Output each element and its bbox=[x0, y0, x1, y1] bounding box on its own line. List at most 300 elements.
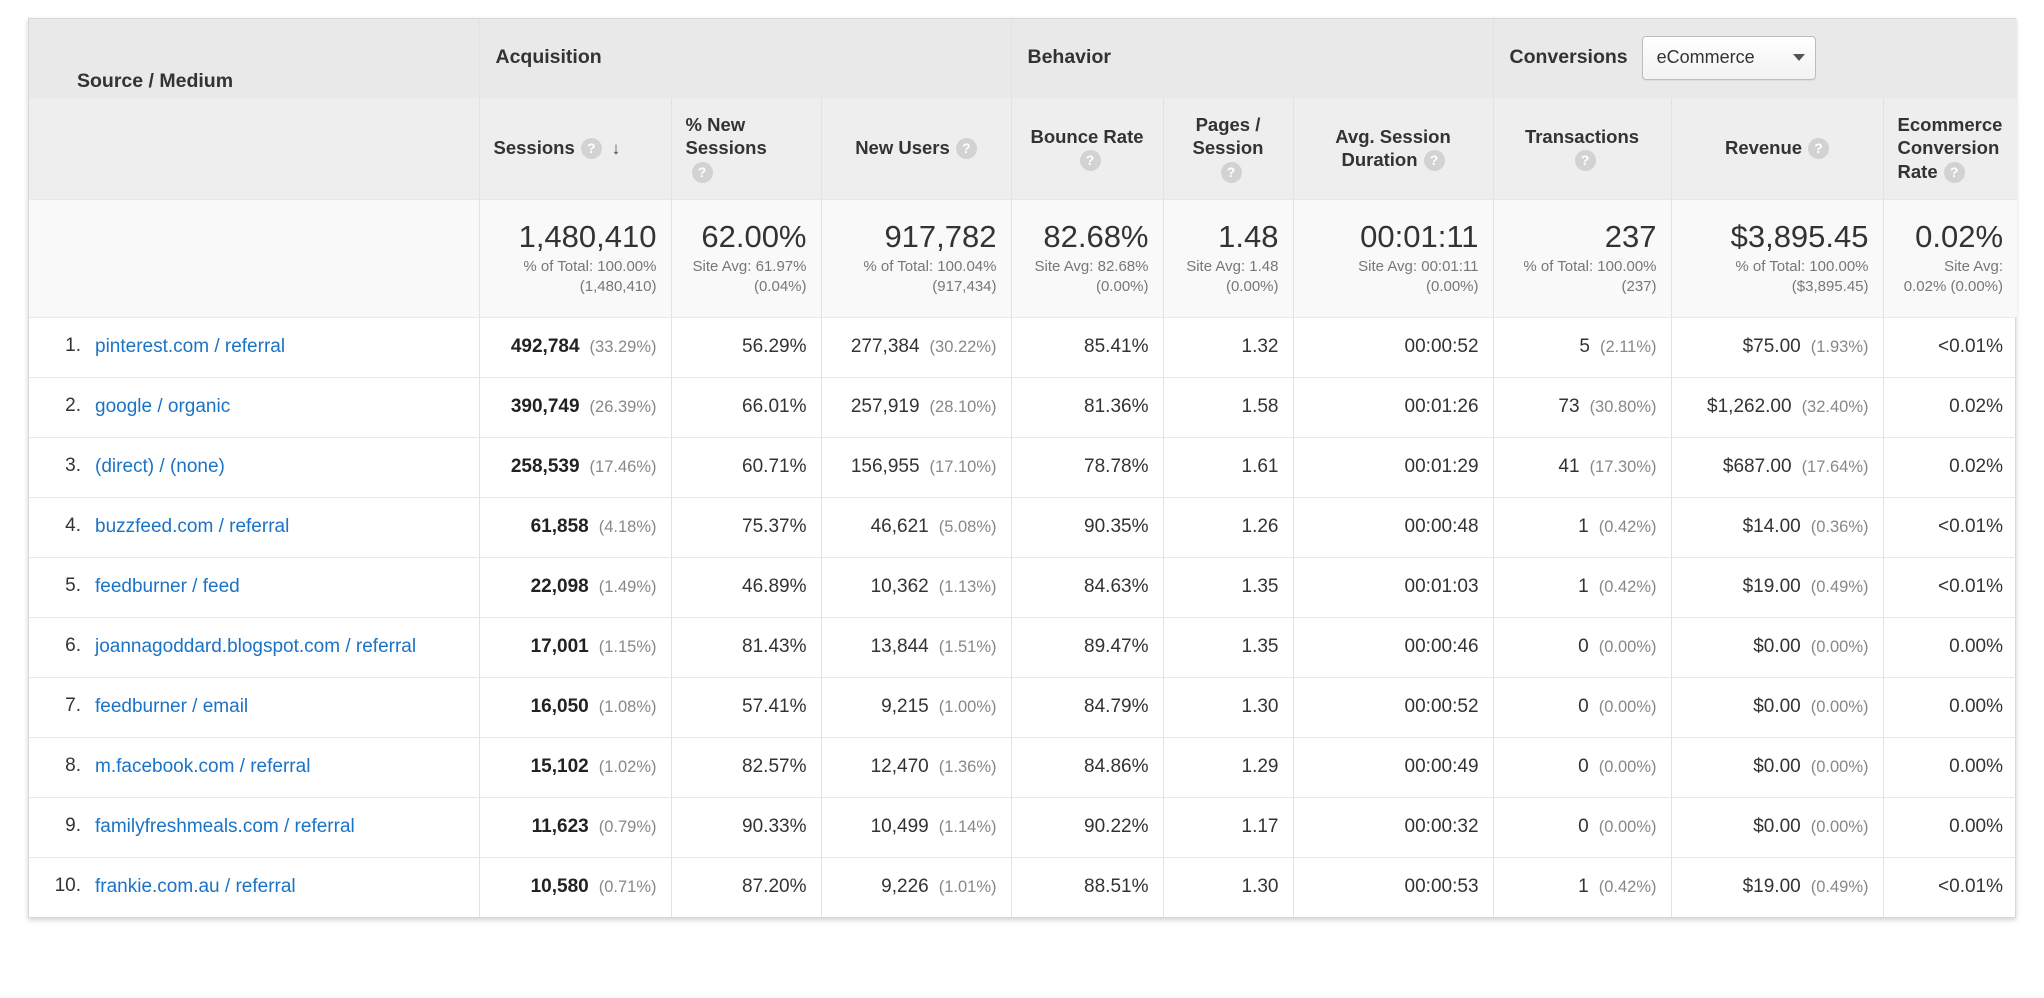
row-rank: 4. bbox=[65, 514, 81, 536]
source-medium-header-label: Source / Medium bbox=[77, 69, 234, 92]
value: $0.00 bbox=[1753, 816, 1801, 837]
value: 1 bbox=[1578, 576, 1589, 597]
value-percent: (0.71%) bbox=[598, 878, 657, 897]
value-percent: (0.42%) bbox=[1598, 518, 1657, 536]
value: 277,384 bbox=[850, 336, 920, 357]
source-medium-link[interactable]: (direct) / (none) bbox=[95, 455, 225, 477]
value: 00:01:29 bbox=[1404, 456, 1479, 477]
value: 41 bbox=[1558, 456, 1580, 477]
value-percent: (33.29%) bbox=[589, 338, 657, 356]
metric-header-sessions[interactable] bbox=[479, 97, 671, 199]
value: 0 bbox=[1578, 756, 1589, 777]
summary-pages-session bbox=[1163, 199, 1293, 317]
summary-sessions bbox=[479, 199, 671, 317]
value: 1.61 bbox=[1241, 456, 1279, 477]
cell-transactions bbox=[1493, 797, 1671, 857]
cell-bounce-rate bbox=[1011, 797, 1163, 857]
table-row-source-cell bbox=[29, 737, 479, 797]
value: 0.00% bbox=[1949, 636, 2004, 657]
cell-pages-session bbox=[1163, 437, 1293, 497]
cell-sessions bbox=[479, 497, 671, 557]
value: $687.00 bbox=[1722, 456, 1792, 477]
value: 84.79% bbox=[1084, 696, 1149, 717]
conversions-select-value: eCommerce bbox=[1656, 47, 1755, 68]
cell-new-users bbox=[821, 617, 1011, 677]
cell-revenue bbox=[1671, 557, 1883, 617]
cell-revenue bbox=[1671, 497, 1883, 557]
cell-ecommerce-conversion-rate bbox=[1883, 797, 2017, 857]
value-percent: (0.79%) bbox=[598, 818, 657, 836]
table-row bbox=[29, 557, 2017, 617]
cell-pages-session bbox=[1163, 677, 1293, 737]
value: 492,784 bbox=[510, 336, 580, 357]
cell-new-users bbox=[821, 557, 1011, 617]
value: 0.02% bbox=[1949, 396, 2004, 417]
cell-new-users bbox=[821, 497, 1011, 557]
metric-label-transactions: Transactions bbox=[1524, 125, 1640, 147]
metric-header-transactions[interactable] bbox=[1493, 97, 1671, 199]
metric-header-avg-session-duration[interactable] bbox=[1293, 97, 1493, 199]
cell-revenue bbox=[1671, 437, 1883, 497]
value: 90.35% bbox=[1084, 516, 1149, 537]
value: 1 bbox=[1578, 876, 1589, 898]
value-percent: (0.00%) bbox=[1598, 758, 1657, 776]
cell-transactions bbox=[1493, 377, 1671, 437]
cell-new-users bbox=[821, 377, 1011, 437]
value-percent: (2.11%) bbox=[1599, 338, 1657, 356]
cell-ecommerce-conversion-rate bbox=[1883, 617, 2017, 677]
cell-bounce-rate bbox=[1011, 677, 1163, 737]
cell-pages-session bbox=[1163, 857, 1293, 917]
cell-revenue bbox=[1671, 317, 1883, 377]
value-percent: (0.00%) bbox=[1810, 818, 1869, 836]
group-behavior-label: Behavior bbox=[1027, 46, 1111, 69]
value-percent: (32.40%) bbox=[1801, 398, 1869, 416]
value: $14.00 bbox=[1742, 516, 1801, 537]
cell-new-users bbox=[821, 317, 1011, 377]
cell-revenue bbox=[1671, 857, 1883, 917]
value-percent: (1.93%) bbox=[1810, 338, 1869, 356]
value: 84.86% bbox=[1084, 756, 1149, 777]
cell-ecommerce-conversion-rate bbox=[1883, 377, 2017, 437]
cell-new-users bbox=[821, 737, 1011, 797]
table-row bbox=[29, 797, 2017, 857]
summary-ecommerce-conversion-rate bbox=[1883, 199, 2017, 317]
table-row bbox=[29, 437, 2017, 497]
value: 46.89% bbox=[742, 576, 807, 597]
chevron-down-icon bbox=[1793, 54, 1805, 61]
value: 60.71% bbox=[742, 456, 807, 477]
cell-sessions bbox=[479, 677, 671, 737]
metric-label-new-sessions-pct: % New Sessions bbox=[685, 114, 767, 159]
cell-ecommerce-conversion-rate bbox=[1883, 737, 2017, 797]
source-medium-header-cell[interactable] bbox=[29, 19, 479, 97]
value: 1.17 bbox=[1241, 816, 1279, 837]
table-row bbox=[29, 677, 2017, 737]
value-percent: (0.00%) bbox=[1810, 638, 1869, 656]
cell-avg-session-duration bbox=[1293, 317, 1493, 377]
summary-avg-session-duration bbox=[1293, 199, 1493, 317]
cell-transactions bbox=[1493, 737, 1671, 797]
value: 00:00:46 bbox=[1404, 636, 1479, 657]
cell-avg-session-duration bbox=[1293, 797, 1493, 857]
value-percent: (1.49%) bbox=[598, 578, 657, 596]
source-medium-link[interactable]: google / organic bbox=[95, 395, 231, 417]
cell-new-users bbox=[821, 857, 1011, 917]
summary-sessions-sub: % of Total: 100.00% (1,480,410) bbox=[523, 258, 657, 295]
cell-sessions bbox=[479, 437, 671, 497]
help-icon-sessions[interactable]: ? bbox=[581, 138, 602, 159]
value: 5 bbox=[1579, 336, 1590, 357]
cell-avg-session-duration bbox=[1293, 677, 1493, 737]
table-row bbox=[29, 377, 2017, 437]
metric-header-source-medium[interactable] bbox=[29, 97, 479, 199]
table-row bbox=[29, 497, 2017, 557]
metric-header-pages-session[interactable] bbox=[1163, 97, 1293, 199]
cell-new-sessions-pct bbox=[671, 857, 821, 917]
value-percent: (1.01%) bbox=[938, 878, 997, 897]
value: 89.47% bbox=[1084, 636, 1149, 657]
value: 00:00:52 bbox=[1404, 696, 1479, 717]
cell-new-sessions-pct bbox=[671, 437, 821, 497]
value-percent: (0.36%) bbox=[1810, 518, 1869, 536]
value: 00:00:48 bbox=[1404, 516, 1479, 537]
cell-new-sessions-pct bbox=[671, 737, 821, 797]
table-row bbox=[29, 857, 2017, 917]
value: 0.00% bbox=[1949, 756, 2004, 777]
help-icon-new-users[interactable]: ? bbox=[956, 138, 977, 159]
cell-avg-session-duration bbox=[1293, 377, 1493, 437]
help-icon-new-sessions-pct[interactable]: ? bbox=[692, 162, 713, 183]
value-percent: (17.30%) bbox=[1589, 458, 1657, 476]
value-percent: (0.49%) bbox=[1810, 578, 1869, 596]
value: 1.58 bbox=[1241, 396, 1279, 417]
cell-new-sessions-pct bbox=[671, 617, 821, 677]
cell-revenue bbox=[1671, 677, 1883, 737]
table-row-source-cell bbox=[29, 617, 479, 677]
value-percent: (1.51%) bbox=[938, 638, 997, 656]
table-row-source-cell bbox=[29, 377, 479, 437]
row-rank: 2. bbox=[65, 394, 81, 416]
metric-label-new-users: New Users bbox=[855, 137, 950, 159]
value-percent: (0.42%) bbox=[1598, 878, 1657, 897]
metric-label-pages-session: Pages / Session bbox=[1192, 114, 1264, 159]
value: 0 bbox=[1578, 696, 1589, 717]
cell-new-sessions-pct bbox=[671, 377, 821, 437]
cell-transactions bbox=[1493, 677, 1671, 737]
value: 1.30 bbox=[1241, 876, 1279, 898]
metric-header-revenue[interactable] bbox=[1671, 97, 1883, 199]
value-percent: (4.18%) bbox=[598, 518, 657, 536]
table-row bbox=[29, 737, 2017, 797]
help-icon-avg-session-duration[interactable]: ? bbox=[1424, 150, 1445, 171]
metric-header-row bbox=[29, 97, 2017, 199]
source-medium-link[interactable]: buzzfeed.com / referral bbox=[95, 515, 290, 537]
value: 17,001 bbox=[530, 636, 589, 657]
value: 87.20% bbox=[742, 876, 807, 898]
summary-bounce-rate-sub: Site Avg: 82.68% (0.00%) bbox=[1034, 258, 1149, 295]
value: 90.22% bbox=[1084, 816, 1149, 837]
cell-ecommerce-conversion-rate bbox=[1883, 857, 2017, 917]
summary-ecommerce-conversion-rate-sub: Site Avg: 0.02% (0.00%) bbox=[1903, 258, 2004, 295]
cell-sessions bbox=[479, 737, 671, 797]
cell-bounce-rate bbox=[1011, 617, 1163, 677]
summary-revenue-sub: % of Total: 100.00% ($3,895.45) bbox=[1735, 258, 1869, 295]
group-conversions-label: Conversions bbox=[1509, 46, 1628, 69]
summary-transactions-sub: % of Total: 100.00% (237) bbox=[1523, 258, 1657, 295]
value: 15,102 bbox=[530, 756, 589, 777]
value: $1,262.00 bbox=[1707, 396, 1792, 417]
value: 88.51% bbox=[1084, 876, 1149, 898]
cell-new-sessions-pct bbox=[671, 317, 821, 377]
cell-bounce-rate bbox=[1011, 497, 1163, 557]
source-medium-table bbox=[29, 19, 2017, 917]
value: 1 bbox=[1578, 516, 1589, 537]
value: 1.29 bbox=[1241, 756, 1279, 777]
summary-bounce-rate-value: 82.68% bbox=[1043, 219, 1149, 255]
value-percent: (30.22%) bbox=[929, 338, 997, 356]
cell-avg-session-duration bbox=[1293, 857, 1493, 917]
value-percent: (17.64%) bbox=[1801, 458, 1869, 476]
source-medium-link[interactable]: frankie.com.au / referral bbox=[95, 875, 296, 897]
table-row bbox=[29, 317, 2017, 377]
summary-new-sessions-pct-value: 62.00% bbox=[701, 219, 807, 255]
cell-sessions bbox=[479, 857, 671, 917]
value: $19.00 bbox=[1742, 876, 1801, 898]
cell-new-users bbox=[821, 677, 1011, 737]
cell-new-users bbox=[821, 437, 1011, 497]
row-rank: 7. bbox=[65, 694, 81, 716]
value: 13,844 bbox=[870, 636, 929, 657]
cell-sessions bbox=[479, 557, 671, 617]
value-percent: (1.13%) bbox=[938, 578, 997, 596]
value: 57.41% bbox=[742, 696, 807, 717]
help-icon-revenue[interactable]: ? bbox=[1808, 138, 1829, 159]
cell-bounce-rate bbox=[1011, 857, 1163, 917]
cell-transactions bbox=[1493, 857, 1671, 917]
help-icon-bounce-rate[interactable]: ? bbox=[1080, 150, 1101, 171]
value: 1.32 bbox=[1241, 336, 1279, 357]
value: 10,499 bbox=[870, 816, 929, 837]
row-rank: 3. bbox=[65, 454, 81, 476]
value-percent: (0.00%) bbox=[1598, 698, 1657, 716]
cell-pages-session bbox=[1163, 557, 1293, 617]
cell-transactions bbox=[1493, 437, 1671, 497]
value: <0.01% bbox=[1938, 336, 2004, 357]
value: 46,621 bbox=[870, 516, 929, 537]
cell-pages-session bbox=[1163, 797, 1293, 857]
source-medium-link[interactable]: pinterest.com / referral bbox=[95, 335, 286, 357]
metric-label-sessions: Sessions bbox=[493, 137, 575, 159]
value: 257,919 bbox=[850, 396, 920, 417]
row-rank: 9. bbox=[65, 814, 81, 836]
value: 9,226 bbox=[881, 876, 929, 898]
cell-revenue bbox=[1671, 377, 1883, 437]
value: 85.41% bbox=[1084, 336, 1149, 357]
row-rank: 5. bbox=[65, 574, 81, 596]
cell-pages-session bbox=[1163, 497, 1293, 557]
value-percent: (5.08%) bbox=[938, 518, 997, 536]
summary-transactions bbox=[1493, 199, 1671, 317]
cell-avg-session-duration bbox=[1293, 557, 1493, 617]
value: $0.00 bbox=[1753, 756, 1801, 777]
value-percent: (0.00%) bbox=[1810, 698, 1869, 716]
analytics-table-container bbox=[28, 18, 2016, 918]
cell-pages-session bbox=[1163, 617, 1293, 677]
cell-bounce-rate bbox=[1011, 437, 1163, 497]
value: 00:01:03 bbox=[1404, 576, 1479, 597]
help-icon-pages-session[interactable]: ? bbox=[1221, 162, 1242, 183]
value-percent: (26.39%) bbox=[589, 398, 657, 416]
table-row-source-cell bbox=[29, 677, 479, 737]
summary-new-sessions-pct bbox=[671, 199, 821, 317]
value: 1.35 bbox=[1241, 636, 1279, 657]
value: 9,215 bbox=[881, 696, 929, 717]
cell-bounce-rate bbox=[1011, 317, 1163, 377]
summary-bounce-rate bbox=[1011, 199, 1163, 317]
cell-pages-session bbox=[1163, 377, 1293, 437]
table-row-source-cell bbox=[29, 557, 479, 617]
summary-avg-session-duration-value: 00:01:11 bbox=[1360, 219, 1479, 255]
cell-sessions bbox=[479, 617, 671, 677]
source-medium-link[interactable]: feedburner / feed bbox=[95, 575, 240, 597]
group-header-row bbox=[29, 19, 2017, 97]
conversions-select[interactable] bbox=[1642, 36, 1816, 80]
value: 00:01:26 bbox=[1404, 396, 1479, 417]
table-row-source-cell bbox=[29, 317, 479, 377]
value-percent: (1.08%) bbox=[598, 698, 657, 716]
value: 81.36% bbox=[1084, 396, 1149, 417]
value: 390,749 bbox=[510, 396, 580, 417]
value-percent: (0.00%) bbox=[1598, 638, 1657, 656]
metric-label-ecommerce-conversion-rate: Ecommerce Conversion Rate bbox=[1897, 114, 2003, 182]
summary-avg-session-duration-sub: Site Avg: 00:01:11 (0.00%) bbox=[1358, 258, 1479, 295]
cell-new-sessions-pct bbox=[671, 677, 821, 737]
value-percent: (0.42%) bbox=[1598, 578, 1657, 596]
value: 156,955 bbox=[850, 456, 920, 477]
metric-header-new-users[interactable] bbox=[821, 97, 1011, 199]
data-rows-body bbox=[29, 317, 2017, 917]
value: 0.00% bbox=[1949, 696, 2004, 717]
cell-transactions bbox=[1493, 497, 1671, 557]
cell-ecommerce-conversion-rate bbox=[1883, 557, 2017, 617]
value: 78.78% bbox=[1084, 456, 1149, 477]
source-medium-link[interactable]: joannagoddard.blogspot.com / referral bbox=[95, 635, 417, 657]
value: 75.37% bbox=[742, 516, 807, 537]
value: $75.00 bbox=[1742, 336, 1801, 357]
value-percent: (30.80%) bbox=[1589, 398, 1657, 416]
table-row-source-cell bbox=[29, 497, 479, 557]
summary-new-users-sub: % of Total: 100.04% (917,434) bbox=[863, 258, 997, 295]
summary-new-users bbox=[821, 199, 1011, 317]
value: 81.43% bbox=[742, 636, 807, 657]
value-percent: (1.02%) bbox=[598, 758, 657, 776]
metric-header-source-medium-label bbox=[43, 135, 465, 162]
value: 0.00% bbox=[1949, 816, 2004, 837]
help-icon-transactions[interactable]: ? bbox=[1575, 150, 1596, 171]
metric-header-bounce-rate[interactable] bbox=[1011, 97, 1163, 199]
source-medium-link[interactable]: m.facebook.com / referral bbox=[95, 755, 311, 777]
value: 258,539 bbox=[510, 456, 580, 477]
value-percent: (1.15%) bbox=[598, 638, 657, 656]
metric-label-revenue: Revenue bbox=[1724, 137, 1803, 159]
cell-sessions bbox=[479, 377, 671, 437]
value: 0 bbox=[1578, 636, 1589, 657]
value: 00:00:52 bbox=[1404, 336, 1479, 357]
summary-revenue bbox=[1671, 199, 1883, 317]
table-head bbox=[29, 19, 2017, 199]
cell-revenue bbox=[1671, 617, 1883, 677]
cell-sessions bbox=[479, 797, 671, 857]
cell-pages-session bbox=[1163, 317, 1293, 377]
value: 11,623 bbox=[531, 816, 589, 837]
row-rank: 1. bbox=[65, 334, 81, 356]
source-medium-link[interactable]: familyfreshmeals.com / referral bbox=[95, 815, 355, 837]
group-acquisition bbox=[479, 19, 1011, 97]
group-acquisition-label: Acquisition bbox=[495, 46, 602, 69]
metric-header-new-sessions-pct[interactable] bbox=[671, 97, 821, 199]
cell-sessions bbox=[479, 317, 671, 377]
value: 10,580 bbox=[530, 876, 589, 898]
table-row-source-cell bbox=[29, 797, 479, 857]
value-percent: (17.10%) bbox=[929, 458, 997, 476]
summary-pages-session-value: 1.48 bbox=[1218, 219, 1279, 255]
value: 16,050 bbox=[530, 696, 589, 717]
cell-ecommerce-conversion-rate bbox=[1883, 497, 2017, 557]
summary-blank-cell bbox=[29, 199, 479, 317]
cell-transactions bbox=[1493, 317, 1671, 377]
row-rank: 8. bbox=[65, 754, 81, 776]
cell-avg-session-duration bbox=[1293, 437, 1493, 497]
cell-avg-session-duration bbox=[1293, 617, 1493, 677]
cell-new-sessions-pct bbox=[671, 557, 821, 617]
value: 12,470 bbox=[870, 756, 929, 777]
value-percent: (0.49%) bbox=[1810, 878, 1869, 897]
value-percent: (0.00%) bbox=[1810, 758, 1869, 776]
group-behavior bbox=[1011, 19, 1493, 97]
cell-bounce-rate bbox=[1011, 737, 1163, 797]
cell-revenue bbox=[1671, 797, 1883, 857]
row-rank: 10. bbox=[54, 874, 81, 896]
summary-row bbox=[29, 199, 2017, 317]
cell-ecommerce-conversion-rate bbox=[1883, 317, 2017, 377]
cell-pages-session bbox=[1163, 737, 1293, 797]
value: 1.35 bbox=[1241, 576, 1279, 597]
value: $0.00 bbox=[1753, 636, 1801, 657]
metric-header-ecommerce-conversion-rate[interactable] bbox=[1883, 97, 2017, 199]
value: $19.00 bbox=[1742, 576, 1801, 597]
value: 66.01% bbox=[742, 396, 807, 417]
row-rank: 6. bbox=[65, 634, 81, 656]
summary-pages-session-sub: Site Avg: 1.48 (0.00%) bbox=[1186, 258, 1279, 295]
value-percent: (17.46%) bbox=[589, 458, 657, 476]
cell-transactions bbox=[1493, 557, 1671, 617]
sort-descending-icon[interactable]: ↓ bbox=[611, 139, 621, 159]
value-percent: (0.00%) bbox=[1598, 818, 1657, 836]
cell-new-users bbox=[821, 797, 1011, 857]
value: 10,362 bbox=[870, 576, 929, 597]
cell-ecommerce-conversion-rate bbox=[1883, 677, 2017, 737]
group-conversions bbox=[1493, 19, 2017, 97]
value: 84.63% bbox=[1084, 576, 1149, 597]
value: 22,098 bbox=[530, 576, 589, 597]
value: 90.33% bbox=[742, 816, 807, 837]
help-icon-ecommerce-conversion-rate[interactable]: ? bbox=[1944, 162, 1965, 183]
value-percent: (1.36%) bbox=[938, 758, 997, 776]
source-medium-link[interactable]: feedburner / email bbox=[95, 695, 249, 717]
value: 00:00:49 bbox=[1404, 756, 1479, 777]
summary-new-users-value: 917,782 bbox=[884, 219, 997, 255]
